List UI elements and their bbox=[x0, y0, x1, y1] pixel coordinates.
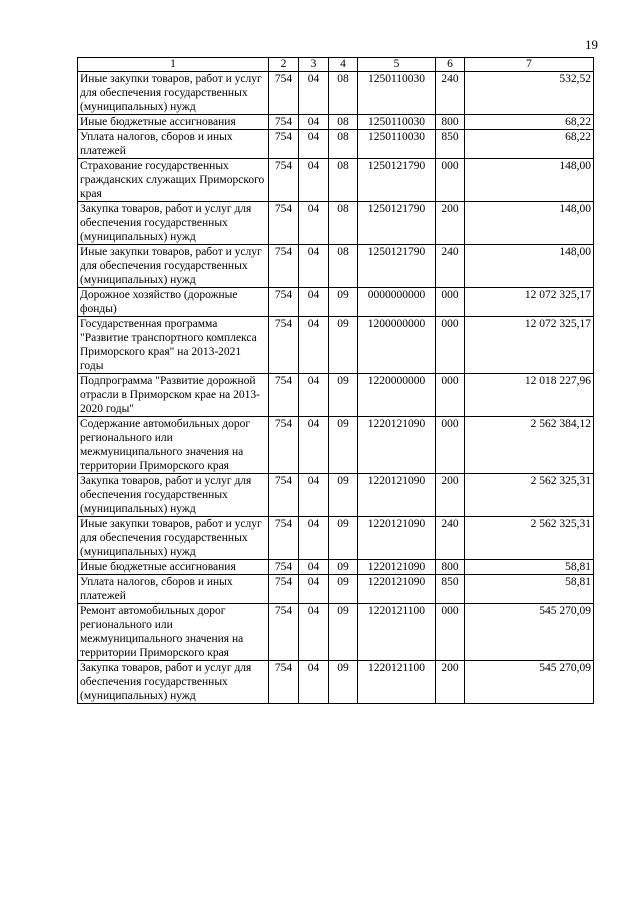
amount-cell: 12 018 227,96 bbox=[465, 374, 594, 417]
ministry-code-cell: 754 bbox=[269, 417, 299, 474]
amount-cell: 58,81 bbox=[465, 560, 594, 575]
table-row bbox=[78, 288, 594, 317]
target-article-cell: 1250121790 bbox=[358, 202, 436, 245]
section-code-cell: 04 bbox=[299, 202, 329, 245]
table-row bbox=[78, 115, 594, 130]
ministry-code-cell: 754 bbox=[269, 115, 299, 130]
amount-cell: 2 562 325,31 bbox=[465, 517, 594, 560]
amount-cell: 58,81 bbox=[465, 575, 594, 604]
ministry-code-cell: 754 bbox=[269, 130, 299, 159]
column-header: 5 bbox=[358, 58, 436, 72]
table-row bbox=[78, 417, 594, 474]
expense-type-cell: 000 bbox=[436, 374, 465, 417]
table-row bbox=[78, 130, 594, 159]
expense-type-cell: 800 bbox=[436, 115, 465, 130]
amount-cell: 532,52 bbox=[465, 72, 594, 115]
ministry-code-cell: 754 bbox=[269, 604, 299, 661]
table-row bbox=[78, 604, 594, 661]
expense-type-cell: 200 bbox=[436, 661, 465, 704]
table-row bbox=[78, 72, 594, 115]
subsection-code-cell: 09 bbox=[329, 374, 358, 417]
table-row bbox=[78, 159, 594, 202]
expense-type-cell: 000 bbox=[436, 159, 465, 202]
ministry-code-cell: 754 bbox=[269, 517, 299, 560]
section-code-cell: 04 bbox=[299, 661, 329, 704]
expense-type-cell: 200 bbox=[436, 202, 465, 245]
ministry-code-cell: 754 bbox=[269, 661, 299, 704]
section-code-cell: 04 bbox=[299, 575, 329, 604]
amount-cell: 12 072 325,17 bbox=[465, 288, 594, 317]
ministry-code-cell: 754 bbox=[269, 374, 299, 417]
subsection-code-cell: 08 bbox=[329, 202, 358, 245]
expense-type-cell: 000 bbox=[436, 604, 465, 661]
table-row bbox=[78, 245, 594, 288]
column-header: 1 bbox=[78, 58, 269, 72]
expense-type-cell: 000 bbox=[436, 288, 465, 317]
expense-type-cell: 200 bbox=[436, 474, 465, 517]
expense-type-cell: 240 bbox=[436, 72, 465, 115]
ministry-code-cell: 754 bbox=[269, 560, 299, 575]
amount-cell: 2 562 384,12 bbox=[465, 417, 594, 474]
target-article-cell: 1220121090 bbox=[358, 517, 436, 560]
ministry-code-cell: 754 bbox=[269, 245, 299, 288]
target-article-cell: 1220121090 bbox=[358, 575, 436, 604]
amount-cell: 148,00 bbox=[465, 245, 594, 288]
table-row bbox=[78, 202, 594, 245]
table-row bbox=[78, 317, 594, 374]
section-code-cell: 04 bbox=[299, 245, 329, 288]
subsection-code-cell: 08 bbox=[329, 72, 358, 115]
subsection-code-cell: 09 bbox=[329, 288, 358, 317]
page-number: 19 bbox=[585, 37, 598, 52]
row-name-cell: Страхование государственных гражданских служащих Приморского края bbox=[78, 159, 269, 202]
amount-cell: 545 270,09 bbox=[465, 661, 594, 704]
subsection-code-cell: 08 bbox=[329, 130, 358, 159]
target-article-cell: 1220121090 bbox=[358, 474, 436, 517]
row-name-cell: Иные закупки товаров, работ и услуг для обеспечения государственных (муниципальных) нужд bbox=[78, 245, 269, 288]
section-code-cell: 04 bbox=[299, 317, 329, 374]
column-header: 7 bbox=[465, 58, 594, 72]
expense-type-cell: 240 bbox=[436, 245, 465, 288]
ministry-code-cell: 754 bbox=[269, 159, 299, 202]
table-row bbox=[78, 560, 594, 575]
row-name-cell: Иные закупки товаров, работ и услуг для обеспечения государственных (муниципальных) нужд bbox=[78, 72, 269, 115]
amount-cell: 148,00 bbox=[465, 159, 594, 202]
ministry-code-cell: 754 bbox=[269, 72, 299, 115]
subsection-code-cell: 09 bbox=[329, 560, 358, 575]
section-code-cell: 04 bbox=[299, 159, 329, 202]
row-name-cell: Иные закупки товаров, работ и услуг для обеспечения государственных (муниципальных) нужд bbox=[78, 517, 269, 560]
table-row bbox=[78, 575, 594, 604]
target-article-cell: 1220000000 bbox=[358, 374, 436, 417]
amount-cell: 12 072 325,17 bbox=[465, 317, 594, 374]
section-code-cell: 04 bbox=[299, 374, 329, 417]
section-code-cell: 04 bbox=[299, 72, 329, 115]
row-name-cell: Иные бюджетные ассигнования bbox=[78, 115, 269, 130]
section-code-cell: 04 bbox=[299, 130, 329, 159]
target-article-cell: 1220121100 bbox=[358, 604, 436, 661]
amount-cell: 68,22 bbox=[465, 115, 594, 130]
budget-table bbox=[77, 57, 594, 704]
ministry-code-cell: 754 bbox=[269, 288, 299, 317]
amount-cell: 2 562 325,31 bbox=[465, 474, 594, 517]
expense-type-cell: 240 bbox=[436, 517, 465, 560]
column-header: 2 bbox=[269, 58, 299, 72]
subsection-code-cell: 08 bbox=[329, 115, 358, 130]
target-article-cell: 1250121790 bbox=[358, 245, 436, 288]
column-header: 3 bbox=[299, 58, 329, 72]
column-header: 6 bbox=[436, 58, 465, 72]
target-article-cell: 1250121790 bbox=[358, 159, 436, 202]
subsection-code-cell: 09 bbox=[329, 517, 358, 560]
target-article-cell: 1220121100 bbox=[358, 661, 436, 704]
amount-cell: 148,00 bbox=[465, 202, 594, 245]
subsection-code-cell: 09 bbox=[329, 575, 358, 604]
row-name-cell: Иные бюджетные ассигнования bbox=[78, 560, 269, 575]
row-name-cell: Закупка товаров, работ и услуг для обеспечения государственных (муниципальных) нужд bbox=[78, 474, 269, 517]
row-name-cell: Содержание автомобильных дорог регионального или межмуниципального значения на территории Приморского края bbox=[78, 417, 269, 474]
table-row bbox=[78, 374, 594, 417]
section-code-cell: 04 bbox=[299, 417, 329, 474]
expense-type-cell: 850 bbox=[436, 575, 465, 604]
section-code-cell: 04 bbox=[299, 517, 329, 560]
column-header: 4 bbox=[329, 58, 358, 72]
subsection-code-cell: 09 bbox=[329, 417, 358, 474]
subsection-code-cell: 09 bbox=[329, 604, 358, 661]
target-article-cell: 1250110030 bbox=[358, 130, 436, 159]
amount-cell: 545 270,09 bbox=[465, 604, 594, 661]
target-article-cell: 1250110030 bbox=[358, 72, 436, 115]
subsection-code-cell: 08 bbox=[329, 245, 358, 288]
ministry-code-cell: 754 bbox=[269, 202, 299, 245]
subsection-code-cell: 09 bbox=[329, 317, 358, 374]
ministry-code-cell: 754 bbox=[269, 474, 299, 517]
subsection-code-cell: 08 bbox=[329, 159, 358, 202]
row-name-cell: Государственная программа "Развитие транспортного комплекса Приморского края" на 2013-2021 годы bbox=[78, 317, 269, 374]
ministry-code-cell: 754 bbox=[269, 575, 299, 604]
amount-cell: 68,22 bbox=[465, 130, 594, 159]
row-name-cell: Закупка товаров, работ и услуг для обеспечения государственных (муниципальных) нужд bbox=[78, 202, 269, 245]
target-article-cell: 1220121090 bbox=[358, 560, 436, 575]
expense-type-cell: 000 bbox=[436, 317, 465, 374]
row-name-cell: Уплата налогов, сборов и иных платежей bbox=[78, 130, 269, 159]
target-article-cell: 0000000000 bbox=[358, 288, 436, 317]
expense-type-cell: 000 bbox=[436, 417, 465, 474]
table-row bbox=[78, 474, 594, 517]
table-row bbox=[78, 517, 594, 560]
section-code-cell: 04 bbox=[299, 288, 329, 317]
target-article-cell: 1250110030 bbox=[358, 115, 436, 130]
row-name-cell: Закупка товаров, работ и услуг для обеспечения государственных (муниципальных) нужд bbox=[78, 661, 269, 704]
section-code-cell: 04 bbox=[299, 604, 329, 661]
table-header-row bbox=[78, 58, 594, 72]
target-article-cell: 1220121090 bbox=[358, 417, 436, 474]
row-name-cell: Дорожное хозяйство (дорожные фонды) bbox=[78, 288, 269, 317]
expense-type-cell: 850 bbox=[436, 130, 465, 159]
section-code-cell: 04 bbox=[299, 115, 329, 130]
table-row bbox=[78, 661, 594, 704]
expense-type-cell: 800 bbox=[436, 560, 465, 575]
subsection-code-cell: 09 bbox=[329, 661, 358, 704]
section-code-cell: 04 bbox=[299, 560, 329, 575]
row-name-cell: Ремонт автомобильных дорог регионального или межмуниципального значения на территории Приморского края bbox=[78, 604, 269, 661]
target-article-cell: 1200000000 bbox=[358, 317, 436, 374]
ministry-code-cell: 754 bbox=[269, 317, 299, 374]
row-name-cell: Уплата налогов, сборов и иных платежей bbox=[78, 575, 269, 604]
subsection-code-cell: 09 bbox=[329, 474, 358, 517]
row-name-cell: Подпрограмма "Развитие дорожной отрасли в Приморском крае на 2013-2020 годы" bbox=[78, 374, 269, 417]
section-code-cell: 04 bbox=[299, 474, 329, 517]
